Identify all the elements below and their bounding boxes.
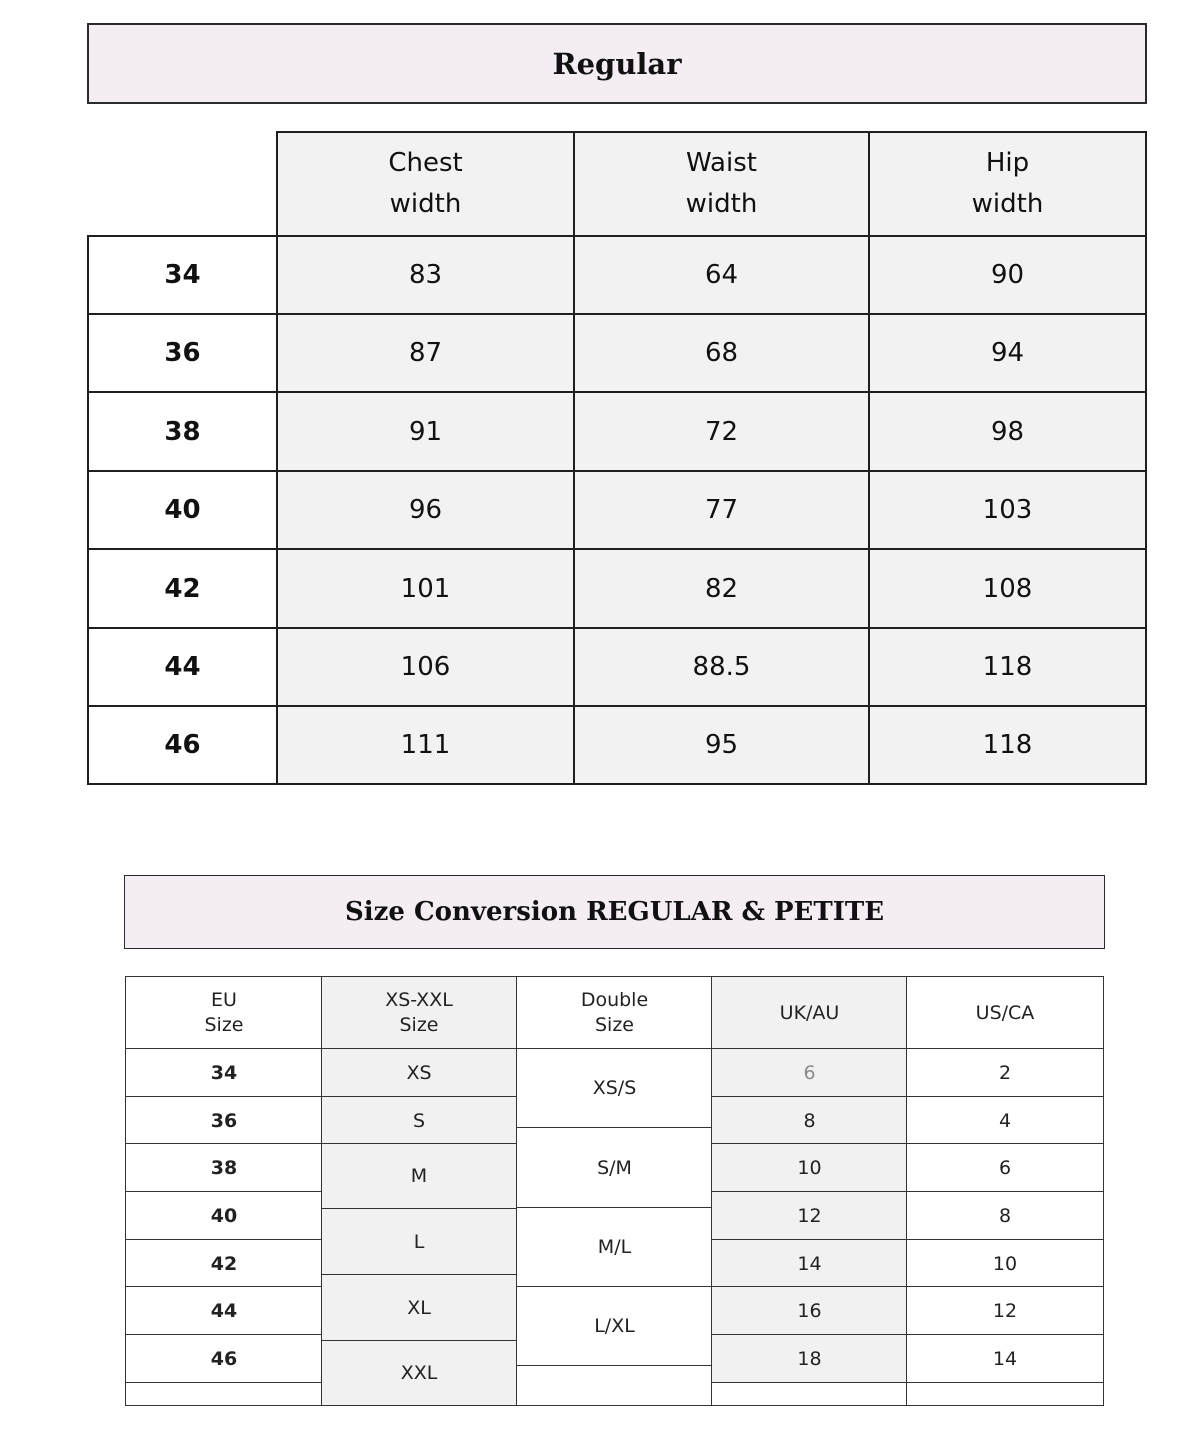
header-hip-width <box>868 131 1147 237</box>
double-size-empty-cell <box>516 1365 713 1406</box>
letter-size-cell: XXL <box>321 1340 517 1406</box>
header-letter-line2: Size <box>399 1013 439 1036</box>
chest-value: 83 <box>276 235 575 315</box>
waist-value: 72 <box>573 391 870 472</box>
conversion-title-banner <box>124 875 1105 949</box>
eu-size-cell: 46 <box>125 1334 323 1383</box>
eu-size-cell: 38 <box>125 1143 323 1192</box>
header-letter-line1: XS-XXL <box>385 988 453 1011</box>
chest-value: 106 <box>276 627 575 707</box>
header-eu-size <box>125 976 323 1049</box>
double-size-cell: M/L <box>516 1207 713 1287</box>
us-ca-empty-cell <box>906 1382 1104 1406</box>
eu-size-cell: 44 <box>125 1286 323 1335</box>
us-ca-cell: 12 <box>906 1286 1104 1335</box>
letter-size-cell: M <box>321 1143 517 1209</box>
header-chest-line1: Chest <box>388 148 463 178</box>
us-ca-cell: 6 <box>906 1143 1104 1192</box>
waist-value: 68 <box>573 313 870 393</box>
header-waist-line1: Waist <box>686 148 757 178</box>
eu-size-cell: 36 <box>125 1096 323 1145</box>
waist-value: 82 <box>573 548 870 629</box>
header-chest-line2: width <box>389 189 462 219</box>
header-eu-line2: Size <box>204 1013 244 1036</box>
header-waist-line2: width <box>685 189 758 219</box>
conversion-title: Size Conversion REGULAR & PETITE <box>344 897 885 927</box>
eu-size-cell: 34 <box>125 1048 323 1097</box>
letter-size-cell: XL <box>321 1274 517 1341</box>
row-size-label: 34 <box>87 235 278 315</box>
hip-value: 98 <box>868 391 1147 472</box>
regular-title-banner <box>87 23 1147 104</box>
eu-size-cell: 42 <box>125 1239 323 1288</box>
hip-value: 108 <box>868 548 1147 629</box>
chest-value: 111 <box>276 705 575 785</box>
chest-value: 96 <box>276 470 575 550</box>
header-hip-line1: Hip <box>985 148 1030 178</box>
header-double-line1: Double <box>580 988 649 1011</box>
chest-value: 101 <box>276 548 575 629</box>
uk-au-cell: 18 <box>711 1334 908 1383</box>
eu-size-empty-cell <box>125 1382 323 1406</box>
eu-size-cell: 40 <box>125 1191 323 1240</box>
header-eu-line1: EU <box>211 988 237 1011</box>
us-ca-cell: 2 <box>906 1048 1104 1097</box>
us-ca-cell: 8 <box>906 1191 1104 1240</box>
header-double-line2: Size <box>594 1013 634 1036</box>
uk-au-empty-cell <box>711 1382 908 1406</box>
hip-value: 118 <box>868 705 1147 785</box>
hip-value: 118 <box>868 627 1147 707</box>
row-size-label: 40 <box>87 470 278 550</box>
uk-au-cell: 12 <box>711 1191 908 1240</box>
double-size-cell: XS/S <box>516 1048 713 1128</box>
uk-au-cell: 6 <box>711 1048 908 1097</box>
double-size-cell: L/XL <box>516 1286 713 1366</box>
hip-value: 103 <box>868 470 1147 550</box>
us-ca-cell: 10 <box>906 1239 1104 1288</box>
header-uk-au: UK/AU <box>711 976 908 1049</box>
letter-size-cell: XS <box>321 1048 517 1097</box>
us-ca-cell: 14 <box>906 1334 1104 1383</box>
uk-au-cell: 14 <box>711 1239 908 1288</box>
header-double-size <box>516 976 713 1049</box>
hip-value: 94 <box>868 313 1147 393</box>
uk-au-cell: 8 <box>711 1096 908 1145</box>
regular-title: Regular <box>552 46 682 81</box>
letter-size-cell: L <box>321 1208 517 1275</box>
row-size-label: 42 <box>87 548 278 629</box>
uk-au-cell: 10 <box>711 1143 908 1192</box>
letter-size-cell: S <box>321 1096 517 1145</box>
waist-value: 64 <box>573 235 870 315</box>
waist-value: 88.5 <box>573 627 870 707</box>
row-size-label: 44 <box>87 627 278 707</box>
row-size-label: 46 <box>87 705 278 785</box>
us-ca-cell: 4 <box>906 1096 1104 1145</box>
header-us-ca: US/CA <box>906 976 1104 1049</box>
header-chest-width <box>276 131 575 237</box>
uk-au-cell: 16 <box>711 1286 908 1335</box>
header-letter-size <box>321 976 517 1049</box>
double-size-cell: S/M <box>516 1127 713 1208</box>
waist-value: 77 <box>573 470 870 550</box>
chest-value: 91 <box>276 391 575 472</box>
chest-value: 87 <box>276 313 575 393</box>
hip-value: 90 <box>868 235 1147 315</box>
row-size-label: 38 <box>87 391 278 472</box>
header-hip-line2: width <box>971 189 1044 219</box>
waist-value: 95 <box>573 705 870 785</box>
row-size-label: 36 <box>87 313 278 393</box>
header-waist-width <box>573 131 870 237</box>
